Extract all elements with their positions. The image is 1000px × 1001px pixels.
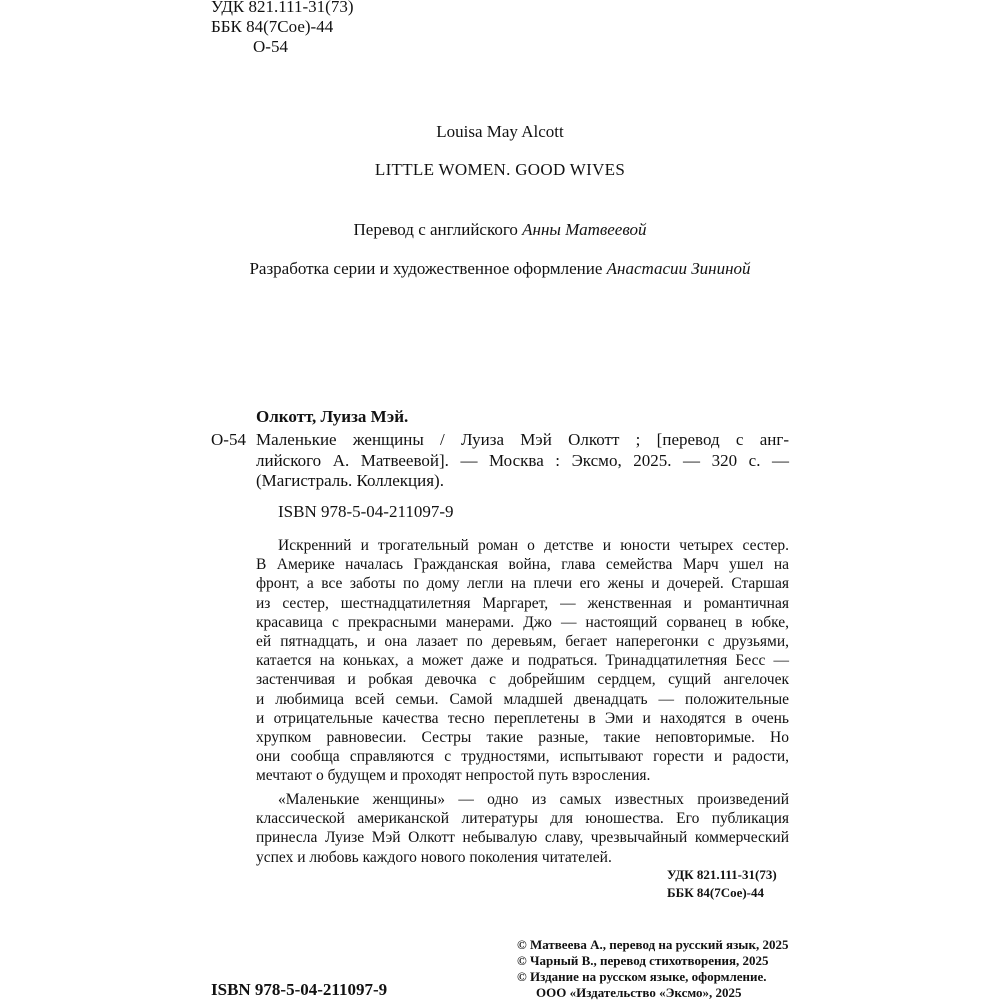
- annotation-line: «Маленькие женщины» — одно из самых известных произведений: [278, 791, 789, 808]
- annotation-line: застенчивая и робкая девочка с добрейшим сердцем, сущий ангелочек: [256, 671, 789, 689]
- annotation-line: и отрицательные качества тесно переплетены в Эми и находятся в очень: [256, 709, 789, 727]
- designer-name: Анастасии Зининой: [606, 259, 751, 278]
- annotation-line: хрупком равновесии. Сестры такие разные, такие неповторимые. Но: [256, 729, 789, 747]
- annotation-line: Искренний и трогательный роман о детстве и юности четырех сестер.: [278, 537, 789, 554]
- translation-credit: [0, 220, 1000, 240]
- bibliographic-mark: О-54: [211, 430, 246, 449]
- bibliographic-heading: Олкотт, Луиза Мэй.: [256, 407, 409, 426]
- translator-name: Анны Матвеевой: [522, 220, 647, 239]
- annotation-line: фронт, а все заботы по дому легли на плечи его жены и дочерей. Старшая: [256, 575, 789, 593]
- design-prefix: Разработка серии и художественное оформление: [249, 259, 603, 278]
- annotation-line: красавица с прекрасными манерами. Джо — настоящий сорванец в юбке,: [256, 613, 789, 631]
- bibliographic-line: Маленькие женщины / Луиза Мэй Олкотт ; [перевод с анг-: [256, 430, 789, 449]
- annotation-line: мечтают о будущем и проходят непростой путь взросления.: [256, 767, 651, 785]
- annotation-paragraph-2: [256, 790, 789, 867]
- author-mark: О-54: [253, 37, 288, 56]
- annotation-bbk: ББК 84(7Сое)-44: [667, 885, 765, 900]
- copyright-publisher: ООО «Издательство «Эксмо», 2025: [536, 985, 742, 1000]
- annotation-paragraph-1: [256, 536, 789, 786]
- copyright-edition: © Издание на русском языке, оформление.: [517, 969, 767, 984]
- bibliographic-description: [256, 430, 789, 492]
- original-title: LITTLE WOMEN. GOOD WIVES: [374, 160, 626, 179]
- annotation-line: принесла Луизе Мэй Олкотт небывалую славу, чрезвычайный коммерческий: [256, 829, 789, 847]
- annotation-line: ей пятнадцать, и она лазает по деревьям, бегает наперегонки с друзьями,: [256, 633, 789, 651]
- annotation-line: В Америке началась Гражданская война, глава семейства Марч ушел на: [256, 556, 789, 574]
- author-original-name: Louisa May Alcott: [436, 122, 564, 141]
- annotation-line: успех и любовь каждого нового поколения читателей.: [256, 848, 612, 866]
- bbk-code: ББК 84(7Сое)-44: [211, 17, 334, 36]
- copyright-poem: © Чарный В., перевод стихотворения, 2025: [517, 953, 769, 968]
- translation-prefix: Перевод с английского: [353, 220, 518, 239]
- footer-isbn: ISBN 978-5-04-211097-9: [211, 980, 388, 999]
- annotation-udk: УДК 821.111-31(73): [667, 867, 777, 882]
- annotation-line: они сообща справляются с трудностями, испытывают горести и радости,: [256, 748, 789, 766]
- annotation-line: катается на коньках, а может даже и подраться. Тринадцатилетняя Бесс —: [256, 652, 789, 670]
- bibliographic-line: (Магистраль. Коллекция).: [256, 471, 444, 490]
- annotation-line: и любимица всей семьи. Самой младшей двенадцать — положительные: [256, 690, 789, 708]
- bibliographic-line: лийского А. Матвеевой]. — Москва : Эксмо, 2025. — 320 с. —: [256, 450, 789, 470]
- annotation-line: из сестер, шестнадцатилетняя Маргарет, — женственная и романтичная: [256, 594, 789, 612]
- bibliographic-isbn: ISBN 978-5-04-211097-9: [278, 502, 454, 521]
- design-credit: [0, 259, 1000, 279]
- copyright-translation: © Матвеева А., перевод на русский язык, 2025: [517, 937, 789, 952]
- udk-code: УДК 821.111-31(73): [211, 0, 354, 16]
- annotation-line: классической американской литературы для юношества. Его публикация: [256, 810, 789, 828]
